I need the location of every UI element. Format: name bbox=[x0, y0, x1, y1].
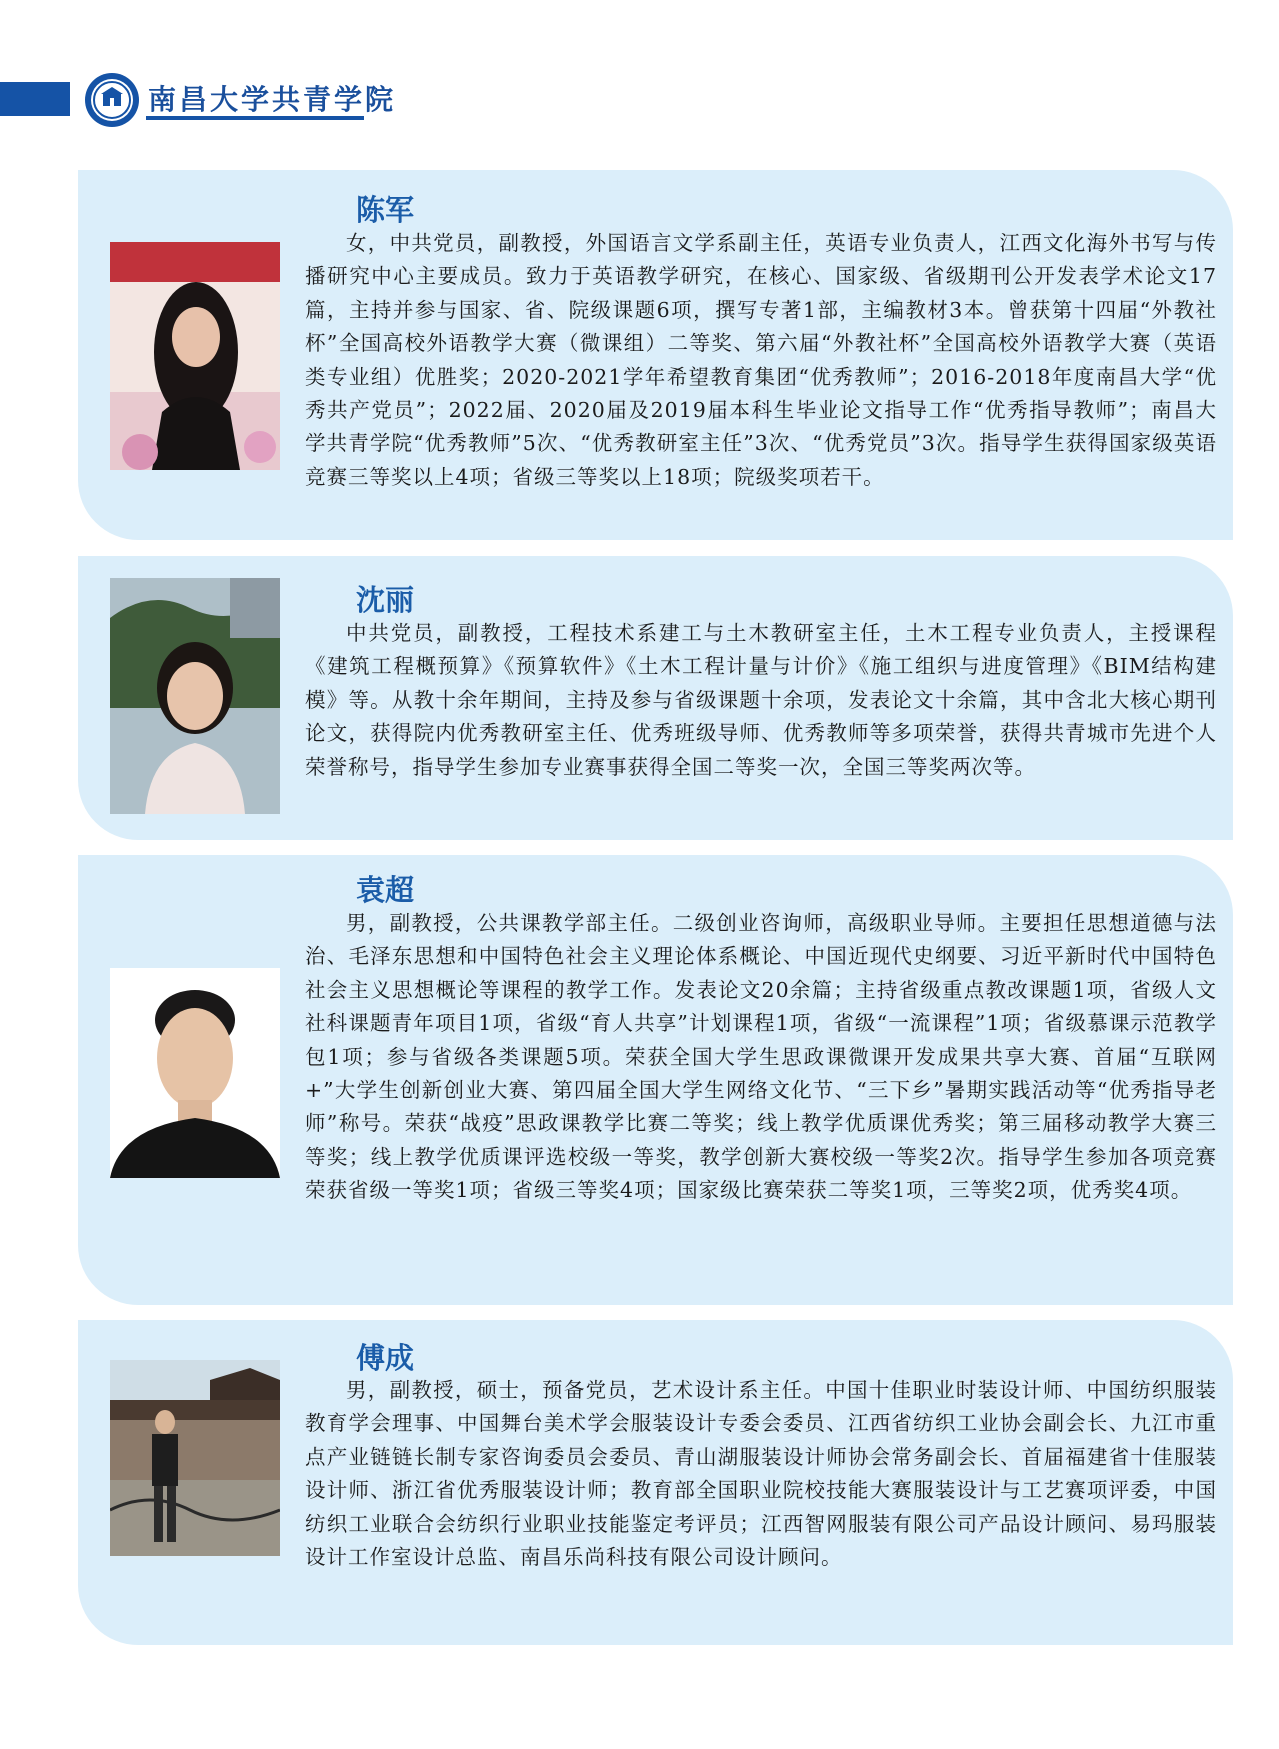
portrait-photo bbox=[110, 242, 280, 470]
school-emblem-icon bbox=[84, 72, 140, 128]
school-name-underline bbox=[146, 116, 364, 120]
profile-name: 陈军 bbox=[356, 193, 415, 227]
school-name: 南昌大学共青学院 bbox=[148, 83, 397, 116]
header-accent-bar bbox=[0, 82, 70, 116]
profile-name: 沈丽 bbox=[356, 583, 415, 617]
profile-bio: 男，副教授，公共课教学部主任。二级创业咨询师，高级职业导师。主要担任思想道德与法治、毛泽东思想和中国特色社会主义理论体系概论、中国近现代史纲要、习近平新时代中国特色社会主义思想概论等课程的教学工作。发表论文20余篇；主持省级重点教改课题1项，省级人文社科课题青年项目1项，省级“育人共享”计划课程1项，省级“一流课程”1项；省级慕课示范教学包1项；参与省级各类课题5项。荣获全国大学生思政课微课开发成果共享大赛、首届“互联网+”大学生创新创业大赛、第四届全国大学生网络文化节、“三下乡”暑期实践活动等“优秀指导老师”称号。荣获“战疫”思政课教学比赛二等奖；线上教学优质课优秀奖；第三届移动教学大赛三等奖；线上教学优质课评选校级一等奖，教学创新大赛校级一等奖2次。指导学生参加各项竞赛荣获省级一等奖1项；省级三等奖4项；国家级比赛荣获二等奖1项，三等奖2项，优秀奖4项。 bbox=[305, 911, 1217, 1203]
portrait-photo bbox=[110, 578, 280, 814]
profile-name: 傅成 bbox=[356, 1341, 415, 1375]
portrait-photo bbox=[110, 968, 280, 1178]
profile-name: 袁超 bbox=[356, 873, 415, 907]
profile-bio: 中共党员，副教授，工程技术系建工与土木教研室主任，土木工程专业负责人，主授课程《建筑工程概预算》《预算软件》《土木工程计量与计价》《施工组织与进度管理》《BIM结构建模》等。从教十余年期间，主持及参与省级课题十余项，发表论文十余篇，其中含北大核心期刊论文，获得院内优秀教研室主任、优秀班级导师、优秀教师等多项荣誉，获得共青城市先进个人荣誉称号，指导学生参加专业赛事获得全国二等奖一次，全国三等奖两次等。 bbox=[305, 621, 1217, 779]
profile-bio: 女，中共党员，副教授，外国语言文学系副主任，英语专业负责人，江西文化海外书写与传播研究中心主要成员。致力于英语教学研究，在核心、国家级、省级期刊公开发表学术论文17篇，主持并参与国家、省、院级课题6项，撰写专著1部，主编教材3本。曾获第十四届“外教社杯”全国高校外语教学大赛（微课组）二等奖、第六届“外教社杯”全国高校外语教学大赛（英语类专业组）优胜奖；2020-2021学年希望教育集团“优秀教师”；2016-2018年度南昌大学“优秀共产党员”；2022届、2020届及2019届本科生毕业论文指导工作“优秀指导教师”；南昌大学共青学院“优秀教师”5次、“优秀教研室主任”3次、“优秀党员”3次。指导学生获得国家级英语竞赛三等奖以上4项；省级三等奖以上18项；院级奖项若干。 bbox=[305, 231, 1217, 489]
portrait-photo bbox=[110, 1360, 280, 1556]
profile-bio: 男，副教授，硕士，预备党员，艺术设计系主任。中国十佳职业时装设计师、中国纺织服装教育学会理事、中国舞台美术学会服装设计专委会委员、江西省纺织工业协会副会长、九江市重点产业链链长制专家咨询委员会委员、青山湖服装设计师协会常务副会长、首届福建省十佳服装设计师、浙江省优秀服装设计师；教育部全国职业院校技能大赛服装设计与工艺赛项评委，中国纺织工业联合会纺织行业职业技能鉴定考评员；江西智网服装有限公司产品设计顾问、易玛服装设计工作室设计总监、南昌乐尚科技有限公司设计顾问。 bbox=[305, 1378, 1217, 1570]
